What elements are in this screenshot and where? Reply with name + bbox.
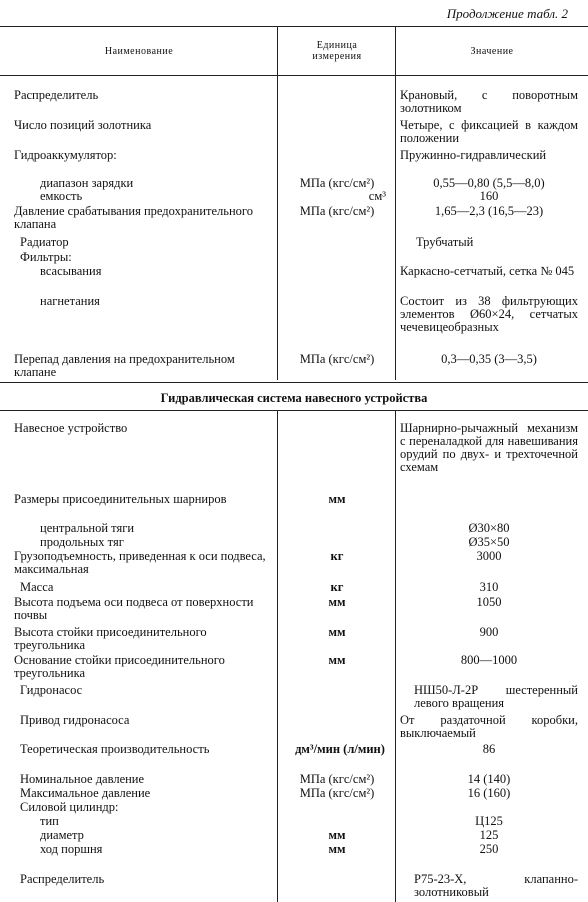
row-name: Распределитель — [20, 872, 105, 886]
row-value: 16 (160) — [467, 786, 511, 800]
row-name: продольных тяг — [40, 535, 124, 549]
row-name: Масса — [20, 580, 54, 594]
row-name: Максимальное давление — [20, 786, 151, 800]
row-name: Распределитель — [14, 88, 99, 102]
row-name: Число позиций золотника — [14, 118, 152, 132]
row-value: Пружинно-гидравлический — [400, 148, 547, 162]
row-value: 900 — [479, 625, 499, 639]
column-divider — [395, 26, 396, 380]
row-value: 800—1000 — [460, 653, 518, 667]
row-value: 310 — [479, 580, 499, 594]
row-name: Теоретическая производительность — [20, 742, 210, 756]
row-value: 86 — [482, 742, 496, 756]
row-value: 0,55—0,80 (5,5—8,0) — [433, 176, 545, 190]
row-name: Грузоподъемность, приведенная к оси подвеса, максимальная — [14, 549, 266, 576]
row-name: Перепад давления на предохранительном клапане — [14, 352, 235, 379]
header-value: Значение — [470, 45, 514, 57]
header-unit: Единица измерения — [312, 40, 362, 62]
row-name: Высота стойки присоединительного треугольника — [14, 625, 207, 652]
row-name: тип — [40, 814, 59, 828]
row-value: 1,65—2,3 (16,5—23) — [434, 204, 544, 218]
row-name: Номинальное давление — [20, 772, 145, 786]
row-name: Привод гидронасоса — [20, 713, 130, 727]
row-unit: мм — [328, 653, 346, 667]
column-divider — [395, 410, 396, 902]
row-unit: МПа (кгс/см²) — [299, 772, 375, 786]
row-name: центральной тяги — [40, 521, 135, 535]
column-divider — [277, 26, 278, 380]
row-name: Фильтры: — [20, 250, 72, 264]
row-name: Гидронасос — [20, 683, 83, 697]
row-name: Высота подъема оси подвеса от поверхности почвы — [14, 595, 254, 622]
row-value: Р75-23-Х, клапанно-золотниковый — [414, 872, 578, 899]
row-name: Навесное устройство — [14, 421, 128, 435]
row-unit: мм — [328, 595, 346, 609]
row-value: Ц125 — [475, 814, 503, 828]
section-title: Гидравлическая система навесного устройства — [160, 391, 428, 405]
row-unit: МПа (кгс/см²) — [299, 204, 375, 218]
row-unit: мм — [328, 625, 346, 639]
row-name: емкость — [40, 189, 83, 203]
row-unit: дм³/мин (л/мин) — [295, 742, 385, 756]
row-value: 1050 — [476, 595, 502, 609]
row-value: Ø35×50 — [468, 535, 510, 549]
row-unit: МПа (кгс/см²) — [299, 176, 375, 190]
row-name: Силовой цилиндр: — [20, 800, 119, 814]
row-unit: мм — [328, 828, 346, 842]
row-value: 3000 — [476, 549, 502, 563]
row-name: Гидроаккумулятор: — [14, 148, 117, 162]
row-unit: мм — [328, 842, 346, 856]
row-value: 250 — [479, 842, 499, 856]
row-value: НШ50-Л-2Р шестеренный левого вращения — [414, 683, 578, 710]
header-name: Наименование — [104, 45, 174, 57]
row-name: Основание стойки присоединительного треугольника — [14, 653, 225, 680]
row-unit: кг — [330, 580, 344, 594]
row-value: 160 — [479, 189, 499, 203]
row-value: Трубчатый — [416, 235, 474, 249]
row-name: Радиатор — [20, 235, 69, 249]
row-name: Давление срабатывания предохранительного клапана — [14, 204, 253, 231]
row-name: всасывания — [40, 264, 102, 278]
table-continuation-label: Продолжение табл. 2 — [446, 6, 568, 21]
row-value: 14 (140) — [467, 772, 511, 786]
row-value: Шарнирно-рычажный механизм с переналадкой для навешивания орудий по двух- и трехточечной схемам — [400, 421, 578, 474]
row-value: Ø30×80 — [468, 521, 510, 535]
row-unit: МПа (кгс/см²) — [299, 352, 375, 366]
row-name: диапазон зарядки — [40, 176, 134, 190]
row-unit: мм — [328, 492, 346, 506]
row-name: Размеры присоединительных шарниров — [14, 492, 227, 506]
row-name: диаметр — [40, 828, 84, 842]
row-value: Крановый, с поворотным золотником — [400, 88, 578, 115]
row-value: 0,3—0,35 (3—3,5) — [441, 352, 537, 366]
row-unit: см³ — [368, 189, 386, 203]
row-unit: кг — [330, 549, 344, 563]
row-value: 125 — [479, 828, 499, 842]
row-name: нагнетания — [40, 294, 100, 308]
row-name: ход поршня — [40, 842, 103, 856]
row-value: От раздаточной коробки, выключаемый — [400, 713, 578, 740]
row-value: Каркасно-сетчатый, сетка № 045 — [400, 264, 575, 278]
section-divider — [0, 410, 588, 411]
row-value: Состоит из 38 фильтрующих элементов Ø60×24, сетчатых чечевицеобразных — [400, 294, 578, 334]
section-divider — [0, 382, 588, 383]
row-value: Четыре, с фиксацией в каждом положении — [400, 118, 578, 145]
table-header — [0, 26, 588, 76]
row-unit: МПа (кгс/см²) — [299, 786, 375, 800]
